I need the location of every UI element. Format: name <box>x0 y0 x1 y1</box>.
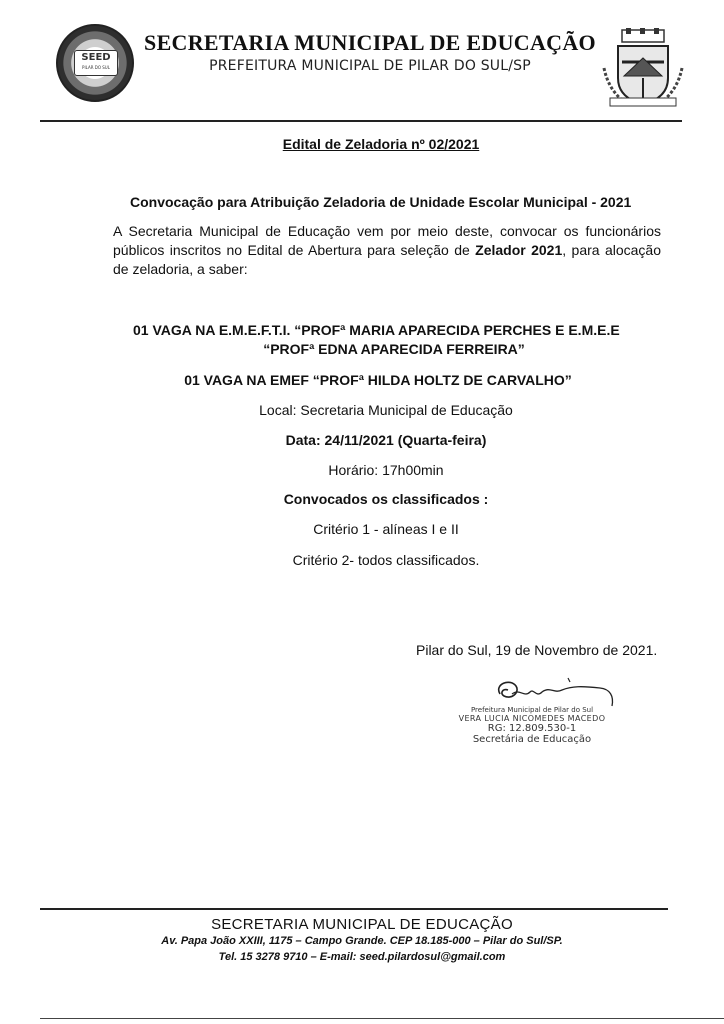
convocados-line: Convocados os classificados : <box>283 491 489 507</box>
seed-logo-subtext: PILAR DO SUL <box>82 65 110 70</box>
vaga1-line2: “PROFª EDNA APARECIDA FERREIRA” <box>263 341 525 357</box>
seed-logo <box>56 24 134 102</box>
footer-title: SECRETARIA MUNICIPAL DE EDUCAÇÃO <box>211 916 513 933</box>
vaga2-line: 01 VAGA NA EMEF “PROFª HILDA HOLTZ DE CARVALHO” <box>184 372 572 388</box>
page-bottom-edge <box>40 1018 724 1019</box>
signature-stamp <box>452 706 612 745</box>
edital-title <box>0 136 724 152</box>
convocacao-title: Convocação para Atribuição Zeladoria de Unidade Escolar Municipal - 2021 <box>130 194 632 210</box>
place-date: Pilar do Sul, 19 de Novembro de 2021. <box>416 642 658 658</box>
header-subtitle: PREFEITURA MUNICIPAL DE PILAR DO SUL/SP <box>209 58 531 74</box>
footer-divider <box>40 908 668 910</box>
local-line: Local: Secretaria Municipal de Educação <box>259 402 513 418</box>
header-divider <box>40 120 682 122</box>
data-line: Data: 24/11/2021 (Quarta-feira) <box>285 432 487 448</box>
intro-bold: Zelador 2021 <box>475 242 563 258</box>
criterio1-line: Critério 1 - alíneas I e II <box>313 521 459 537</box>
seed-logo-label <box>74 50 118 76</box>
footer-contact: Tel. 15 3278 9710 – E-mail: seed.pilardosul@gmail.com <box>218 951 506 963</box>
seed-logo-text: SEED <box>81 52 111 63</box>
intro-text: A Secretaria Municipal de Educação vem por meio deste, convocar os funcionários públicos inscritos no Edital de Abertura para seleção de <box>113 223 661 258</box>
header-title: SECRETARIA MUNICIPAL DE EDUCAÇÃO <box>144 30 596 55</box>
stamp-line4: Secretária de Educação <box>472 734 592 745</box>
intro-paragraph <box>113 222 661 279</box>
edital-title-text: Edital de Zeladoria nº 02/2021 <box>282 136 480 152</box>
municipal-crest-icon <box>600 28 686 108</box>
horario-line: Horário: 17h00min <box>328 462 444 478</box>
stamp-line2: VERA LUCIA NICOMEDES MACEDO <box>458 714 606 723</box>
intro-text-end: , para alocação de zeladoria, a saber: <box>113 242 661 277</box>
stamp-line1: Prefeitura Municipal de Pilar do Sul <box>470 706 594 714</box>
stamp-line3: RG: 12.809.530-1 <box>487 723 577 734</box>
criterio2-line: Critério 2- todos classificados. <box>292 552 480 568</box>
footer-address: Av. Papa João XXIII, 1175 – Campo Grande. CEP 18.185-000 – Pilar do Sul/SP. <box>161 935 563 947</box>
vaga1-line1: 01 VAGA NA E.M.E.F.T.I. “PROFª MARIA APARECIDA PERCHES E E.M.E.E <box>133 322 620 338</box>
